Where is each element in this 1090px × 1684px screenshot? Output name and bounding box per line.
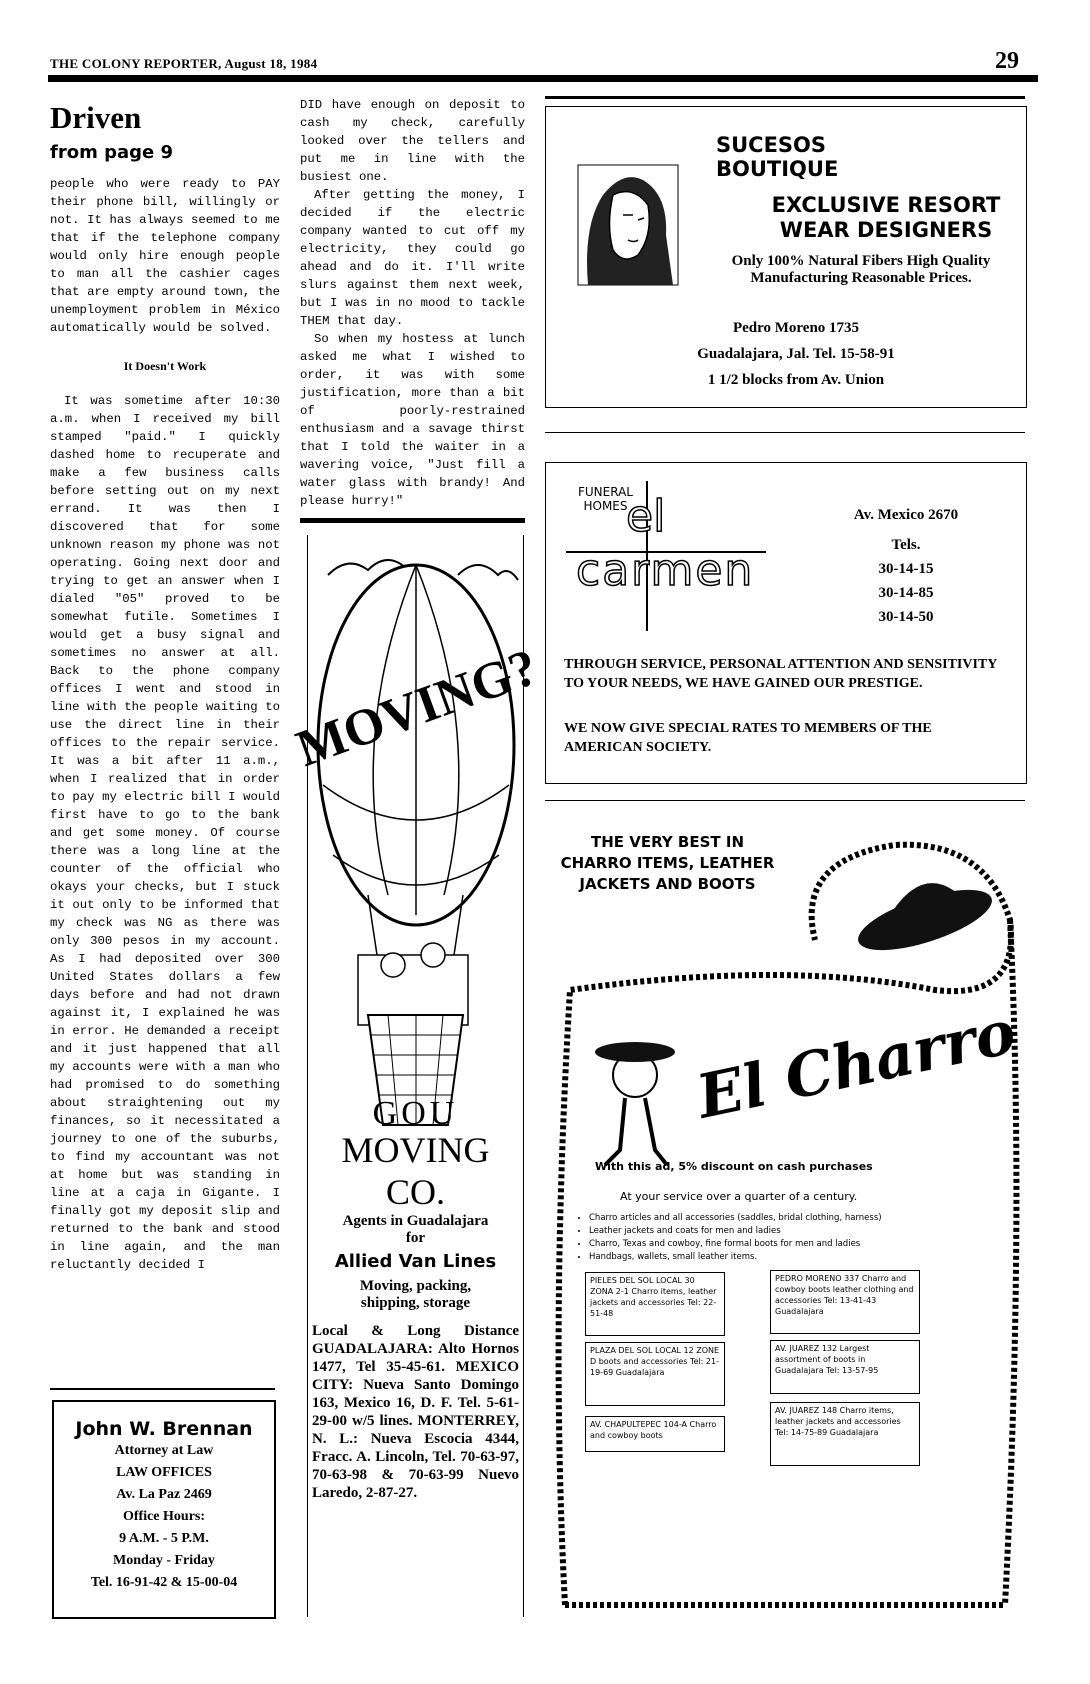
funeral-tel-2: 30-14-85 bbox=[878, 585, 934, 601]
charro-item: • Leather jackets and coats for men and ladies bbox=[589, 1225, 1009, 1238]
article-paragraph: people who were ready to PAY their phone bill, willingly or not. It has always seemed to me that if the telephone company would only hire enough people to man all the cashier cages that are empty around town, the unemployment problem in México automatically would be solved. bbox=[50, 177, 280, 335]
funeral-logo-el: el bbox=[626, 491, 666, 542]
office-address: Av. La Paz 2469 bbox=[116, 1487, 212, 1502]
charro-heading: THE VERY BEST IN CHARRO ITEMS, LEATHER JACKETS AND BOOTS bbox=[560, 833, 775, 893]
woman-portrait-illustration bbox=[578, 165, 678, 285]
law-offices-label: LAW OFFICES bbox=[116, 1465, 212, 1480]
ad-separator bbox=[545, 432, 1025, 433]
office-phone: Tel. 16-91-42 & 15-00-04 bbox=[90, 1575, 238, 1590]
funeral-address: Av. Mexico 2670 bbox=[853, 507, 959, 523]
article-column-1 bbox=[50, 96, 280, 1274]
boutique-directions: 1 1/2 blocks from Av. Union bbox=[707, 372, 885, 388]
article-paragraph: DID have enough on deposit to cash my check, carefully looked over the tellers and put me in line with the busiest one. bbox=[300, 98, 525, 184]
boutique-description: Only 100% Natural Fibers High Quality Manufacturing Reasonable Prices. bbox=[731, 253, 991, 286]
charro-service-line: At your service over a quarter of a century. bbox=[620, 1190, 858, 1203]
article-crosshead: It Doesn't Work bbox=[123, 359, 207, 373]
article-paragraph: It was sometime after 10:30 a.m. when I received my bill stamped "paid." I quickly dashed home to recuperate and make a few business calls before setting out on my next errand. It was then I discovered that for some unknown reason my phone was not operating. Going next door and trying to get an answer when I dialed "05" proved to be somewhat futile. Sometimes I would get a busy signal and sometimes no answer at all. Back to the phone company offices I went and stood in line with the people waiting to use the direct line in their offices to the repair service. It was a bit after 11 a.m., when I realized that in order to pay my electric bill I would first have to go to the bank and get some money. Of course there was a long line at the counter of the official who okays your checks, but I stuck it out only to be informed that my check was NG as there was only 300 pesos in my account. As I had deposited over 300 United States dollars a few days before and had not drawn against it, I explained he was in error. He demanded a receipt and it just happened that all my accounts were with a man who had promised to do something about straightening out my finances, so it necessitated a journey to one of the suburbs, to find my accountant was not at home but was standing in line at a caja in Gigante. I finally got my deposit slip and returned to the bank and stood in line again, and the man reluctantly decided I bbox=[50, 394, 280, 1272]
brennan-law-ad bbox=[52, 1400, 276, 1619]
company-name-line1: GOU bbox=[372, 1095, 459, 1132]
agents-line: Agents in Guadalajara bbox=[342, 1213, 489, 1229]
boutique-tagline-line2: WEAR DESIGNERS bbox=[779, 218, 993, 242]
page-number: 29 bbox=[995, 48, 1019, 74]
store-location: PEDRO MORENO 337 Charro and cowboy boots leather clothing and accessories Tel: 13-41-43 Guadalajara bbox=[770, 1270, 920, 1334]
article-paragraph: So when my hostess at lunch asked me what I wished to order, it was with some justification, more than a bit of poorly-restrained enthusiasm and a savage thirst that I told the waiter in a wavering voice, "Just fill a water glass with brandy! And please hurry!" bbox=[300, 332, 525, 508]
funeral-tel-3: 30-14-50 bbox=[878, 609, 934, 625]
store-location: AV. JUAREZ 148 Charro items, leather jackets and accessories Tel: 14-75-89 Guadalajara bbox=[770, 1402, 920, 1466]
boutique-address: Pedro Moreno 1735 bbox=[732, 320, 860, 336]
for-line: for bbox=[405, 1230, 426, 1246]
sucesos-boutique-ad bbox=[545, 106, 1027, 408]
office-days: Monday - Friday bbox=[113, 1553, 215, 1568]
services-line2: shipping, storage bbox=[360, 1295, 471, 1311]
charro-item: • Handbags, wallets, small leather items. bbox=[589, 1251, 1009, 1264]
funeral-logo-carmen: carmen bbox=[576, 545, 755, 596]
company-name-line2: MOVING CO. bbox=[341, 1130, 490, 1212]
office-hours: 9 A.M. - 5 P.M. bbox=[119, 1531, 209, 1546]
boutique-city-phone: Guadalajara, Jal. Tel. 15-58-91 bbox=[697, 346, 895, 362]
el-charro-ad bbox=[545, 820, 1025, 1615]
attorney-title: Attorney at Law bbox=[114, 1443, 214, 1458]
funeral-statement: THROUGH SERVICE, PERSONAL ATTENTION AND SENSITIVITY TO YOUR NEEDS, WE HAVE GAINED OUR PRESTIGE. bbox=[564, 657, 997, 691]
store-location: PIELES DEL SOL LOCAL 30 ZONA 2-1 Charro items, leather jackets and accessories Tel: 22-51-48 bbox=[585, 1272, 725, 1336]
article-end-rule bbox=[300, 518, 525, 523]
store-location: PLAZA DEL SOL LOCAL 12 ZONE D boots and accessories Tel: 21-19-69 Guadalajara bbox=[585, 1342, 725, 1406]
article-paragraph: After getting the money, I decided if the electric company wanted to cut off my electricity, they could go ahead and do it. I'll write slurs against them next week, but I was in no mood to tackle THEM that day. bbox=[300, 188, 525, 328]
contact-details: Local & Long Distance GUADALAJARA: Alto Hornos 1477, Tel 35-45-61. MEXICO CITY: Nueva Santo Domingo 163, Mexico 16, D. F. Tel. 5-61-29-00 w/5 lines. MONTERREY, N. L.: Nueva Escocia 4344, Fracc. A. Lincoln, Tel. 70-63-97, 70-63-98 & 70-63-99 Nuevo Laredo, 2-87-27. bbox=[312, 1323, 519, 1501]
funeral-tel-1: 30-14-15 bbox=[878, 561, 934, 577]
column-divider bbox=[50, 1388, 275, 1390]
boutique-name-line1: SUCESOS bbox=[716, 133, 827, 157]
el-charro-logo: El Charro bbox=[691, 997, 1022, 1133]
services-line1: Moving, packing, bbox=[359, 1278, 472, 1294]
boutique-name-line2: BOUTIQUE bbox=[716, 157, 839, 181]
store-location: AV. JUAREZ 132 Largest assortment of boots in Guadalajara Tel: 13-57-95 bbox=[770, 1340, 920, 1394]
masthead-rule bbox=[48, 75, 1038, 82]
charro-item-list bbox=[575, 1212, 1009, 1264]
funeral-label-line1: FUNERAL bbox=[578, 485, 633, 499]
hot-air-balloon-illustration bbox=[289, 535, 546, 1165]
charro-discount: With this ad, 5% discount on cash purchases bbox=[595, 1160, 873, 1173]
right-column-rule bbox=[545, 96, 1025, 99]
ad-separator bbox=[545, 800, 1025, 801]
el-carmen-funeral-ad bbox=[545, 462, 1027, 784]
boutique-tagline-line1: EXCLUSIVE RESORT bbox=[771, 193, 1001, 217]
funeral-tels-label: Tels. bbox=[891, 537, 921, 553]
balloon-moving-text: MOVING? bbox=[289, 638, 546, 779]
funeral-label-line2: HOMES bbox=[583, 499, 628, 513]
attorney-name: John W. Brennan bbox=[75, 1418, 253, 1440]
funeral-special-rates: WE NOW GIVE SPECIAL RATES TO MEMBERS OF THE AMERICAN SOCIETY. bbox=[564, 721, 932, 755]
masthead: THE COLONY REPORTER, August 18, 1984 bbox=[50, 56, 318, 71]
charro-item: • Charro, Texas and cowboy, fine formal boots for men and ladies bbox=[589, 1238, 1009, 1251]
article-headline: Driven bbox=[50, 100, 142, 135]
article-continued-from: from page 9 bbox=[50, 142, 174, 163]
partner-name: Allied Van Lines bbox=[334, 1251, 497, 1272]
gou-moving-ad bbox=[289, 535, 546, 1617]
article-column-2 bbox=[300, 96, 525, 510]
store-location: AV. CHAPULTEPEC 104-A Charro and cowboy boots bbox=[585, 1416, 725, 1452]
office-hours-label: Office Hours: bbox=[122, 1509, 206, 1524]
charro-item: • Charro articles and all accessories (saddles, bridal clothing, harness) bbox=[589, 1212, 1009, 1225]
